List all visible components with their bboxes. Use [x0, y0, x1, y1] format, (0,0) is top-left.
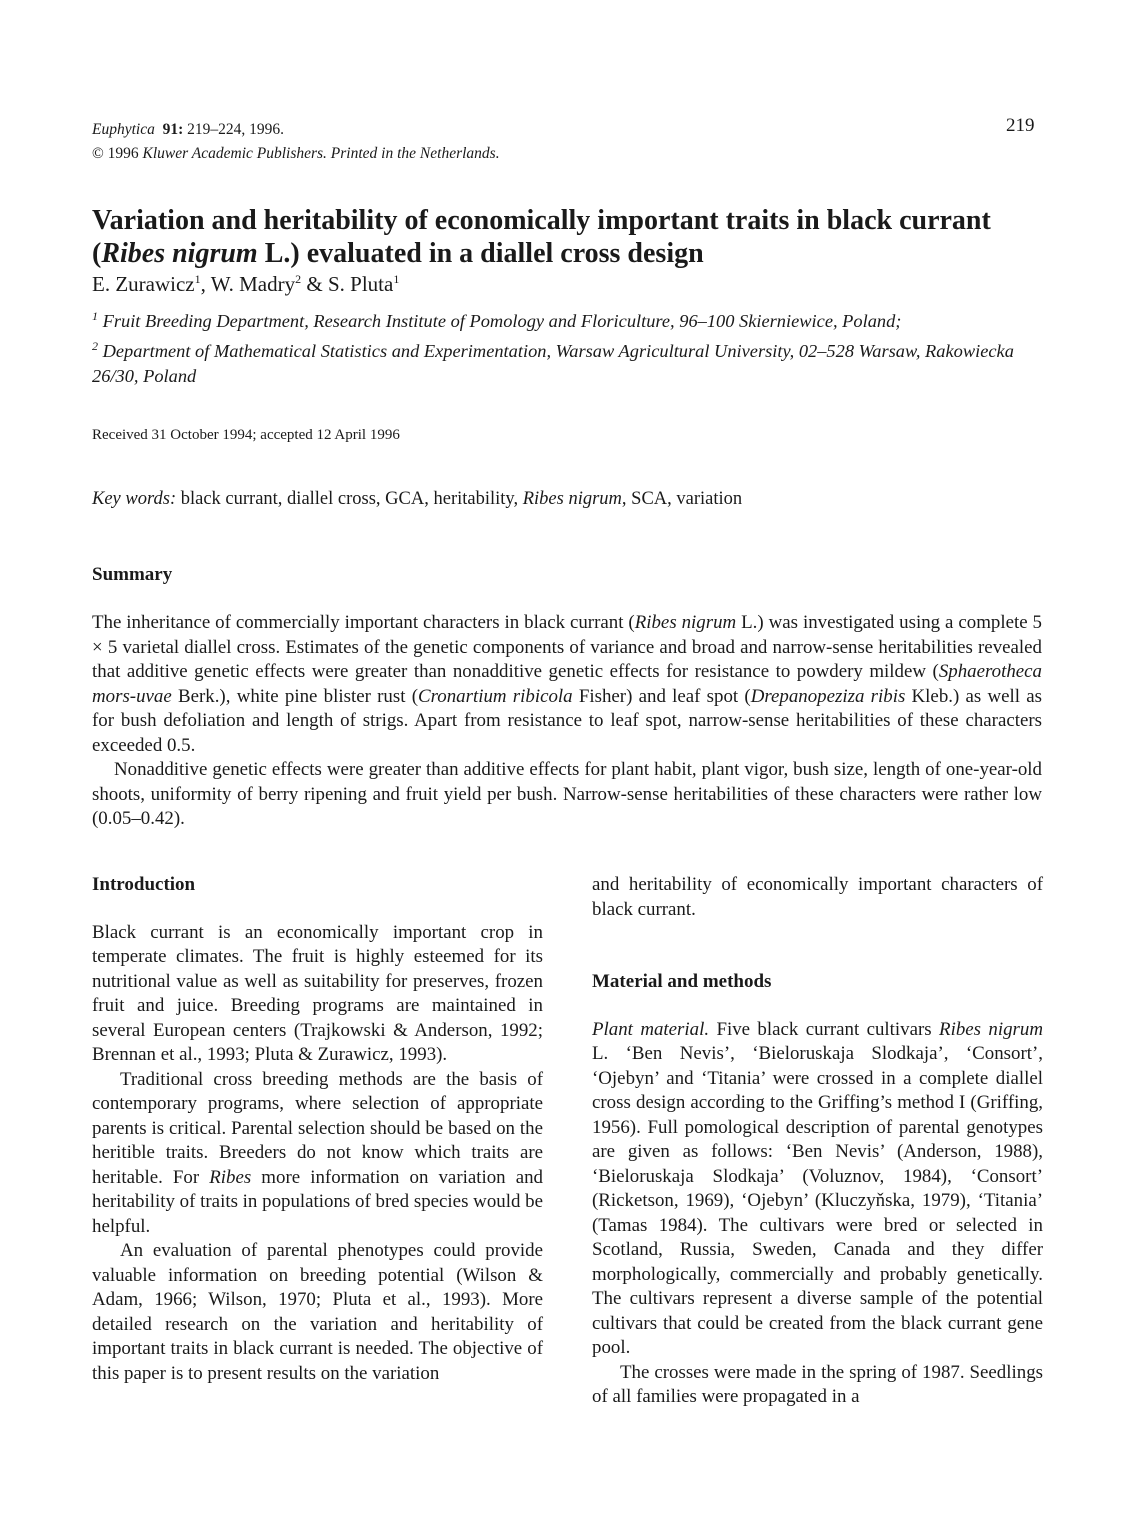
summary-paragraph-2: Nonadditive genetic effects were greater than additive effects for plant habit, plant vigor, bush size, length of one-year-old shoots, uniformity of berry ripening and fruit yield per bush. Narrow-sense heritabilities of these characters were rather low (0.05–0.42).: [92, 759, 1042, 829]
received-dates: Received 31 October 1994; accepted 12 April 1996: [92, 427, 400, 443]
methods-text: L. ‘Ben Nevis’, ‘Bieloruskaja Slodkaja’, ‘Consort’, ‘Ojebyn’ and ‘Titania’ were crossed in a complete diallel cross design according to the Griffing’s method I (Griffing, 1956). Full pomological description of parental genotypes are given as follows: ‘Ben Nevis’ (Anderson, 1988), ‘Bieloruskaja Slodkaja’ (Voluznov, 1984), ‘Consort’ (Ricketson, 1969), ‘Ojebyn’ (Kluczyňska, 1979), ‘Titania’ (Tamas 1984). The cultivars were bred or selected in Scotland, Russia, Sweden, Canada and they differ morphologically, commercially and probably genetically. The cultivars represent a diverse sample of the potential cultivars that could be created from the black currant gene pool.: [592, 1043, 1043, 1358]
methods-paragraph-1: [592, 1018, 1043, 1361]
journal-pages: 219–224, 1996.: [187, 121, 285, 138]
keywords-part-2: , SCA, variation: [621, 489, 743, 509]
subsection-label: Plant material.: [592, 1018, 710, 1040]
affiliation-1: [92, 304, 1052, 334]
copyright-line: [92, 142, 500, 166]
introduction-paragraph-3: An evaluation of parental phenotypes could provide valuable information on breeding potential (Wilson & Adam, 1966; Wilson, 1970; Pluta et al., 1993). More detailed research on the variation and heritability of important traits in black currant is needed. The objective of this paper is to present results on the variation: [92, 1240, 543, 1384]
affiliation-2-text: Department of Mathematical Statistics and Experimentation, Warsaw Agricultural University, 02–528 Warsaw, Rakowiecka 26/30, Poland: [92, 341, 1014, 387]
title-line-1: Variation and heritability of economically important traits in black currant: [92, 205, 991, 236]
keywords-label: Key words:: [92, 489, 177, 509]
page-number: 219: [1006, 115, 1035, 136]
journal-volume: 91:: [162, 121, 184, 138]
intro-text: more information on variation and heritability of traits in populations of bred species would be helpful.: [92, 1166, 543, 1237]
methods-heading: Material and methods: [592, 971, 772, 992]
introduction-paragraph-1: Black currant is an economically important crop in temperate climates. The fruit is highly esteemed for its nutritional value as well as suitability for preserves, frozen fruit and juice. Breeding programs are maintained in several European centers (Trajkowski & Anderson, 1992; Brennan et al., 1993; Pluta & Zurawicz, 1993).: [92, 921, 543, 1065]
copyright-text: Kluwer Academic Publishers. Printed in the Netherlands.: [142, 145, 500, 162]
species-name: Ribes nigrum: [634, 612, 737, 633]
keywords-part-1: black currant, diallel cross, GCA, heritability,: [176, 489, 523, 509]
introduction-heading: Introduction: [92, 874, 196, 895]
author-3-sup: 1: [393, 272, 400, 286]
species-name: Sphaerotheca mors-uvae: [92, 661, 1042, 707]
keywords-species: Ribes nigrum: [522, 489, 622, 509]
affiliations: [92, 304, 1052, 389]
journal-citation: [92, 118, 500, 166]
species-name: Ribes nigrum: [939, 1018, 1043, 1040]
species-name: Drepanopeziza ribis: [750, 685, 906, 707]
paper-title: [92, 204, 1052, 270]
right-column: [592, 873, 1043, 1410]
introduction-paragraph-3-continued: and heritability of economically important characters of black currant.: [592, 874, 1043, 920]
affiliation-1-text: Fruit Breeding Department, Research Institute of Pomology and Floriculture, 96–100 Skierniewice, Poland;: [102, 311, 902, 332]
author-1: E. Zurawicz: [92, 272, 195, 296]
author-3: & S. Pluta: [301, 272, 394, 296]
summary-text: Kleb.) as well as for bush defoliation and length of strigs. Apart from resistance to leaf spot, narrow-sense heritabilities of these characters exceeded 0.5.: [92, 685, 1043, 756]
title-species: Ribes nigrum: [101, 238, 258, 269]
summary-body: [92, 611, 1042, 832]
summary-text: Fisher) and leaf spot (: [572, 685, 751, 707]
journal-line: [92, 118, 500, 142]
methods-text: Five black currant cultivars: [709, 1018, 940, 1040]
introduction-paragraph-2: [92, 1068, 543, 1240]
left-column: [92, 873, 543, 1386]
affiliation-1-sup: 1: [92, 309, 98, 323]
authors: [92, 272, 399, 297]
title-open-paren: (: [92, 238, 102, 269]
affiliation-2: [92, 334, 1052, 389]
author-2-sup: 2: [295, 272, 302, 286]
summary-paragraph-1: [92, 611, 1042, 758]
keywords: [92, 489, 742, 510]
summary-text: Berk.), white pine blister rust (: [171, 685, 419, 707]
methods-paragraph-2: The crosses were made in the spring of 1987. Seedlings of all families were propagated in a: [592, 1361, 1043, 1407]
summary-heading: Summary: [92, 564, 173, 585]
title-line-2-rest: L.) evaluated in a diallel cross design: [257, 238, 704, 269]
copyright-year: © 1996: [92, 145, 139, 162]
author-1-sup: 1: [194, 272, 201, 286]
species-name: Cronartium ribicola: [418, 685, 573, 707]
summary-text: L.) was investigated using a complete 5 × 5 varietal diallel cross. Estimates of the genetic components of variance and broad and narrow-sense heritabilities revealed that additive genetic effects were greater than nonadditive genetic effects for resistance to powdery mildew (: [92, 612, 1042, 682]
journal-name: Euphytica: [92, 121, 155, 138]
intro-text: Traditional cross breeding methods are the basis of contemporary programs, where selection of appropriate parents is critical. Parental selection should be based on the heritible traits. Breeders do not know which traits are heritable. For: [92, 1068, 543, 1188]
genus-name: Ribes: [209, 1166, 252, 1188]
author-2: , W. Madry: [200, 272, 296, 296]
affiliation-2-sup: 2: [92, 339, 98, 354]
summary-text: The inheritance of commercially important characters in black currant (: [92, 612, 635, 633]
